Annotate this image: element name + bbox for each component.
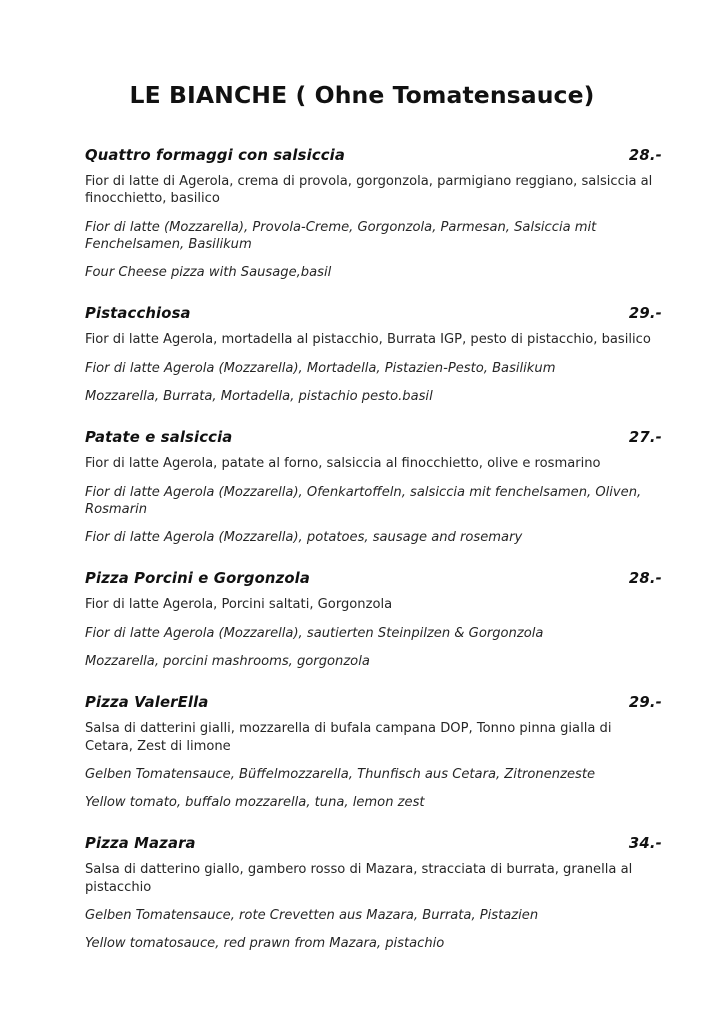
menu-item-name: Pistacchiosa (85, 305, 191, 323)
menu-item-description-de: Gelben Tomatensauce, rote Crevetten aus Mazara, Burrata, Pistazien (85, 907, 539, 923)
menu-item-description-en: Fior di latte Agerola (Mozzarella), potatoes, sausage and rosemary (85, 530, 523, 546)
menu-item (85, 305, 662, 405)
menu-item-description-it: Salsa di datterini gialli, mozzarella di bufala campana DOP, Tonno pinna gialla di Cetara, Zest di limone (85, 721, 612, 754)
menu-item-name: Pizza Porcini e Gorgonzola (85, 570, 311, 588)
menu-item-description-en: Four Cheese pizza with Sausage,basil (85, 265, 332, 281)
menu-item-name: Pizza Mazara (85, 835, 196, 853)
menu-item-header (85, 570, 662, 587)
menu-item-header (85, 429, 662, 446)
menu-item (85, 429, 662, 546)
menu-item-price: 28.- (628, 570, 662, 588)
menu-item-header (85, 835, 662, 852)
menu-item-name: Quattro formaggi con salsiccia (85, 147, 346, 165)
menu-item-price: 29.- (628, 305, 662, 323)
menu-item-description-it: Salsa di datterino giallo, gambero rosso di Mazara, stracciata di burrata, granella al pistacchio (85, 862, 633, 895)
menu-item-description-en: Mozzarella, porcini mashrooms, gorgonzola (85, 653, 370, 669)
menu-item-description-it: Fior di latte di Agerola, crema di provola, gorgonzola, parmigiano reggiano, salsiccia al finocchietto, basilico (85, 174, 653, 207)
menu-item-header (85, 305, 662, 322)
menu-item-name: Pizza ValerElla (85, 694, 209, 712)
menu-item-description-en: Yellow tomato, buffalo mozzarella, tuna, lemon zest (85, 795, 425, 811)
menu-item-description-de: Gelben Tomatensauce, Büffelmozzarella, Thunfisch aus Cetara, Zitronenzeste (85, 766, 596, 782)
menu-item-name: Patate e salsiccia (85, 429, 233, 447)
menu-item-description-de: Fior di latte Agerola (Mozzarella), Ofenkartoffeln, salsiccia mit fenchelsamen, Oliven, Rosmarin (85, 484, 642, 517)
menu-item-description-it: Fior di latte Agerola, patate al forno, salsiccia al finocchietto, olive e rosmarino (85, 456, 601, 472)
menu-item-description-it: Fior di latte Agerola, Porcini saltati, Gorgonzola (85, 597, 393, 613)
menu-item-description-de: Fior di latte Agerola (Mozzarella), sautierten Steinpilzen & Gorgonzola (85, 625, 544, 641)
menu-item-list (0, 147, 724, 952)
menu-item-description-de: Fior di latte (Mozzarella), Provola-Creme, Gorgonzola, Parmesan, Salsiccia mit Fenchelsamen, Basilikum (85, 219, 597, 252)
menu-item-description-it: Fior di latte Agerola, mortadella al pistacchio, Burrata IGP, pesto di pistacchio, basilico (85, 332, 651, 348)
menu-item (85, 570, 662, 670)
menu-item-description-en: Mozzarella, Burrata, Mortadella, pistachio pesto.basil (85, 388, 433, 404)
menu-item-header (85, 694, 662, 711)
menu-item-description-en: Yellow tomatosauce, red prawn from Mazara, pistachio (85, 936, 445, 952)
menu-item-price: 28.- (628, 147, 662, 165)
menu-item-price: 34.- (628, 835, 662, 853)
menu-item-price: 27.- (628, 429, 662, 447)
menu-item (85, 147, 662, 281)
menu-item-header (85, 147, 662, 164)
menu-item (85, 694, 662, 811)
menu-item (85, 835, 662, 952)
menu-item-description-de: Fior di latte Agerola (Mozzarella), Mortadella, Pistazien-Pesto, Basilikum (85, 360, 556, 376)
page-title: LE BIANCHE ( Ohne Tomatensauce) (129, 81, 595, 109)
menu-item-price: 29.- (628, 694, 662, 712)
